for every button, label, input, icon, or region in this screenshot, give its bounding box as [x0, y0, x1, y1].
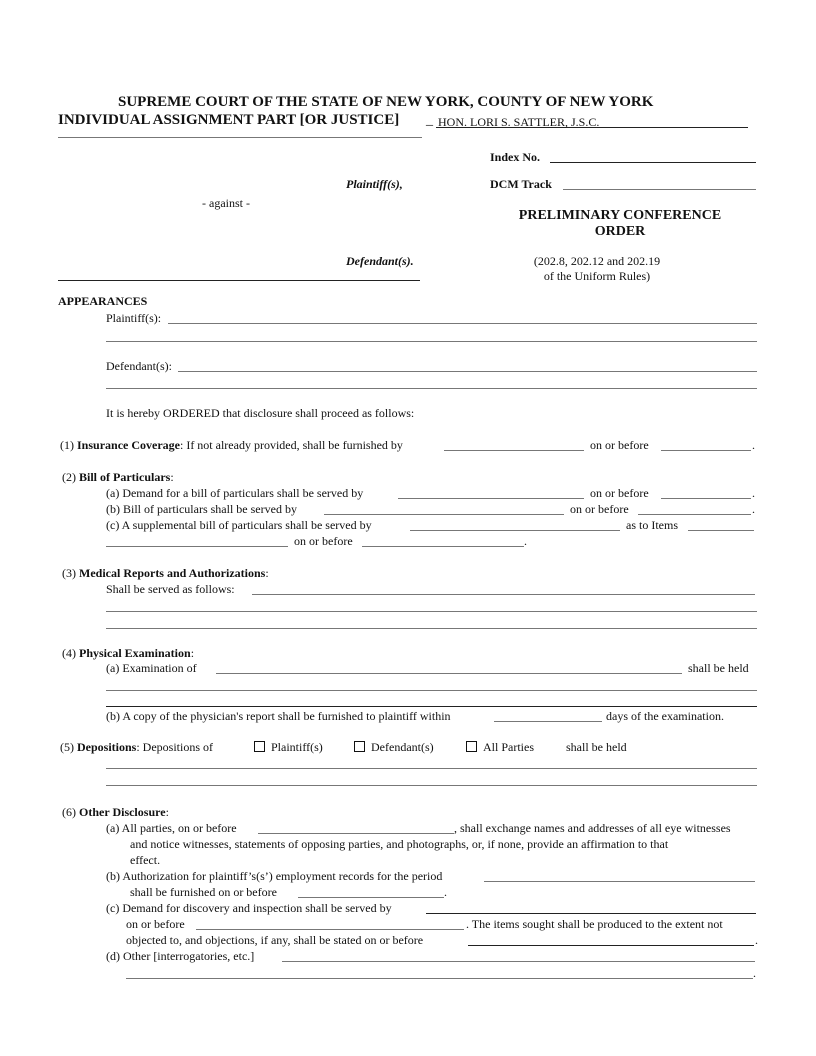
other-b-line2: shall be furnished on or before — [130, 885, 277, 899]
deposition-field-2[interactable] — [106, 785, 757, 786]
all-parties-checkbox[interactable] — [466, 741, 477, 752]
caption-top-line — [58, 137, 422, 138]
rules-line2: of the Uniform Rules) — [543, 269, 651, 283]
other-b-period-field[interactable] — [484, 881, 755, 882]
appearance-defendants-field[interactable] — [178, 371, 757, 372]
section-5-text: : Depositions of — [136, 740, 214, 754]
order-title-line1: PRELIMINARY CONFERENCE — [518, 208, 722, 223]
bp-a-by-field[interactable] — [398, 498, 584, 499]
section-4-line — [62, 646, 194, 661]
appearance-defendants-field-2[interactable] — [106, 388, 757, 389]
index-no-field[interactable] — [550, 162, 756, 163]
exam-field-3[interactable] — [106, 706, 757, 707]
section-4-colon: : — [190, 646, 195, 660]
medical-served-text: Shall be served as follows: — [106, 582, 235, 596]
medical-field-3[interactable] — [106, 628, 757, 629]
section-2-colon: : — [170, 470, 174, 484]
justice-name: HON. LORI S. SATTLER, J.S.C. — [438, 115, 600, 129]
section-2-number: (2) — [62, 470, 76, 484]
section-6-line — [62, 805, 169, 820]
insurance-by-field[interactable] — [444, 450, 584, 451]
exam-field-2[interactable] — [106, 690, 757, 691]
bp-a-date-field[interactable] — [661, 498, 751, 499]
order-intro: It is hereby ORDERED that disclosure shall proceed as follows: — [106, 406, 415, 420]
appearances-heading: APPEARANCES — [58, 294, 148, 308]
bp-c-dot: . — [524, 534, 527, 548]
bp-a-on-or-before: on or before — [590, 486, 649, 500]
bp-c-items-field-2[interactable] — [106, 546, 288, 547]
other-c-end: . The items sought shall be produced to the extent not — [466, 917, 723, 931]
part-title: INDIVIDUAL ASSIGNMENT PART [OR JUSTICE] — [58, 112, 400, 128]
section-1-text: : If not already provided, shall be furnished by — [179, 438, 403, 452]
appearance-plaintiffs-field-2[interactable] — [106, 341, 757, 342]
defendants-checkbox[interactable] — [354, 741, 365, 752]
medical-field-1[interactable] — [252, 594, 755, 595]
deposition-all-parties-option[interactable] — [466, 740, 534, 755]
section-6-number: (6) — [62, 805, 76, 819]
other-c-objection-date-field[interactable] — [468, 945, 754, 946]
section-3-colon: : — [265, 566, 269, 580]
section-5-title: Depositions — [77, 740, 137, 754]
other-d-text: (d) Other [interrogatories, etc.] — [106, 949, 255, 963]
justice-underline — [436, 127, 748, 128]
deposition-plaintiffs-option[interactable] — [254, 740, 323, 755]
section-6-title: Other Disclosure — [79, 805, 166, 819]
section-3-title: Medical Reports and Authorizations — [79, 566, 266, 580]
insurance-date-field[interactable] — [661, 450, 751, 451]
other-a-line3: effect. — [130, 853, 161, 867]
section-5-line — [60, 740, 213, 755]
other-b-dot: . — [444, 885, 447, 899]
medical-field-2[interactable] — [106, 611, 757, 612]
other-b-text: (b) Authorization for plaintiff’s(s’) employment records for the period — [106, 869, 443, 883]
plaintiffs-checkbox[interactable] — [254, 741, 265, 752]
deposition-defendants-option[interactable] — [354, 740, 434, 755]
other-a-end: , shall exchange names and addresses of all eye witnesses — [454, 821, 731, 835]
section-2-title: Bill of Particulars — [79, 470, 171, 484]
other-c-dot: . — [755, 933, 758, 947]
section-4-title: Physical Examination — [79, 646, 191, 660]
deposition-field-1[interactable] — [106, 768, 757, 769]
exam-b-text: (b) A copy of the physician's report shall be furnished to plaintiff within — [106, 709, 451, 723]
appearance-plaintiffs-label: Plaintiff(s): — [106, 311, 162, 325]
other-c-on-or-before: on or before — [126, 917, 185, 931]
bp-a-dot: . — [752, 486, 755, 500]
bp-b-date-field[interactable] — [638, 514, 751, 515]
bp-c-by-field[interactable] — [410, 530, 620, 531]
other-d-field-1[interactable] — [282, 961, 755, 962]
other-a-date-field[interactable] — [258, 833, 454, 834]
other-c-date-field[interactable] — [196, 929, 464, 930]
rules-line1: (202.8, 202.12 and 202.19 — [533, 254, 661, 268]
exam-held-text: shall be held — [688, 661, 749, 675]
insurance-on-or-before: on or before — [590, 438, 649, 452]
defendants-caption-label: Defendant(s). — [346, 254, 414, 268]
exam-a-text: (a) Examination of — [106, 661, 197, 675]
insurance-end-dot: . — [752, 438, 755, 452]
justice-prefix: _ — [426, 113, 433, 128]
bp-c-text: (c) A supplemental bill of particulars shall be served by — [106, 518, 372, 532]
section-1-number: (1) — [60, 438, 74, 452]
other-c-by-field[interactable] — [426, 913, 756, 914]
all-parties-option-label: All Parties — [483, 740, 534, 754]
order-title-line2: ORDER — [594, 224, 646, 239]
other-a-line2: and notice witnesses, statements of opposing parties, and photographs, or, if none, provide an affirmation to that — [130, 837, 669, 851]
bp-b-dot: . — [752, 502, 755, 516]
section-3-number: (3) — [62, 566, 76, 580]
court-title: SUPREME COURT OF THE STATE OF NEW YORK, COUNTY OF NEW YORK — [118, 94, 654, 110]
index-no-label: Index No. — [490, 150, 541, 164]
bp-b-on-or-before: on or before — [570, 502, 629, 516]
exam-days-field[interactable] — [494, 721, 602, 722]
section-2-line — [62, 470, 174, 485]
appearance-plaintiffs-field[interactable] — [168, 323, 757, 324]
dcm-track-label: DCM Track — [490, 177, 552, 191]
section-6-colon: : — [165, 805, 169, 819]
other-c-line3: objected to, and objections, if any, shall be stated on or before — [126, 933, 424, 947]
plaintiffs-caption-label: Plaintiff(s), — [346, 177, 403, 191]
section-3-line — [62, 566, 269, 581]
bp-c-items-field[interactable] — [688, 530, 754, 531]
exam-b-end: days of the examination. — [606, 709, 724, 723]
other-a-text: (a) All parties, on or before — [106, 821, 237, 835]
appearance-defendants-label: Defendant(s): — [106, 359, 172, 373]
bp-b-by-field[interactable] — [324, 514, 564, 515]
other-b-date-field[interactable] — [298, 897, 444, 898]
bp-c-on-or-before: on or before — [294, 534, 353, 548]
deposition-held-text: shall be held — [566, 740, 627, 754]
other-c-text: (c) Demand for discovery and inspection shall be served by — [106, 901, 392, 915]
defendants-option-label: Defendant(s) — [371, 740, 434, 754]
dcm-track-field[interactable] — [563, 189, 756, 190]
section-5-number: (5) — [60, 740, 74, 754]
against-text: - against - — [202, 196, 250, 210]
bp-a-text: (a) Demand for a bill of particulars shall be served by — [106, 486, 364, 500]
other-d-dot: . — [753, 966, 756, 980]
plaintiffs-option-label: Plaintiff(s) — [271, 740, 323, 754]
section-4-number: (4) — [62, 646, 76, 660]
exam-of-field[interactable] — [216, 673, 682, 674]
caption-bottom-line — [58, 280, 420, 281]
bp-c-date-field[interactable] — [362, 546, 524, 547]
bp-c-items-label: as to Items — [626, 518, 678, 532]
section-1-title: Insurance Coverage — [77, 438, 180, 452]
section-1-line — [60, 438, 403, 453]
bp-b-text: (b) Bill of particulars shall be served by — [106, 502, 297, 516]
other-d-field-2[interactable] — [126, 978, 753, 979]
